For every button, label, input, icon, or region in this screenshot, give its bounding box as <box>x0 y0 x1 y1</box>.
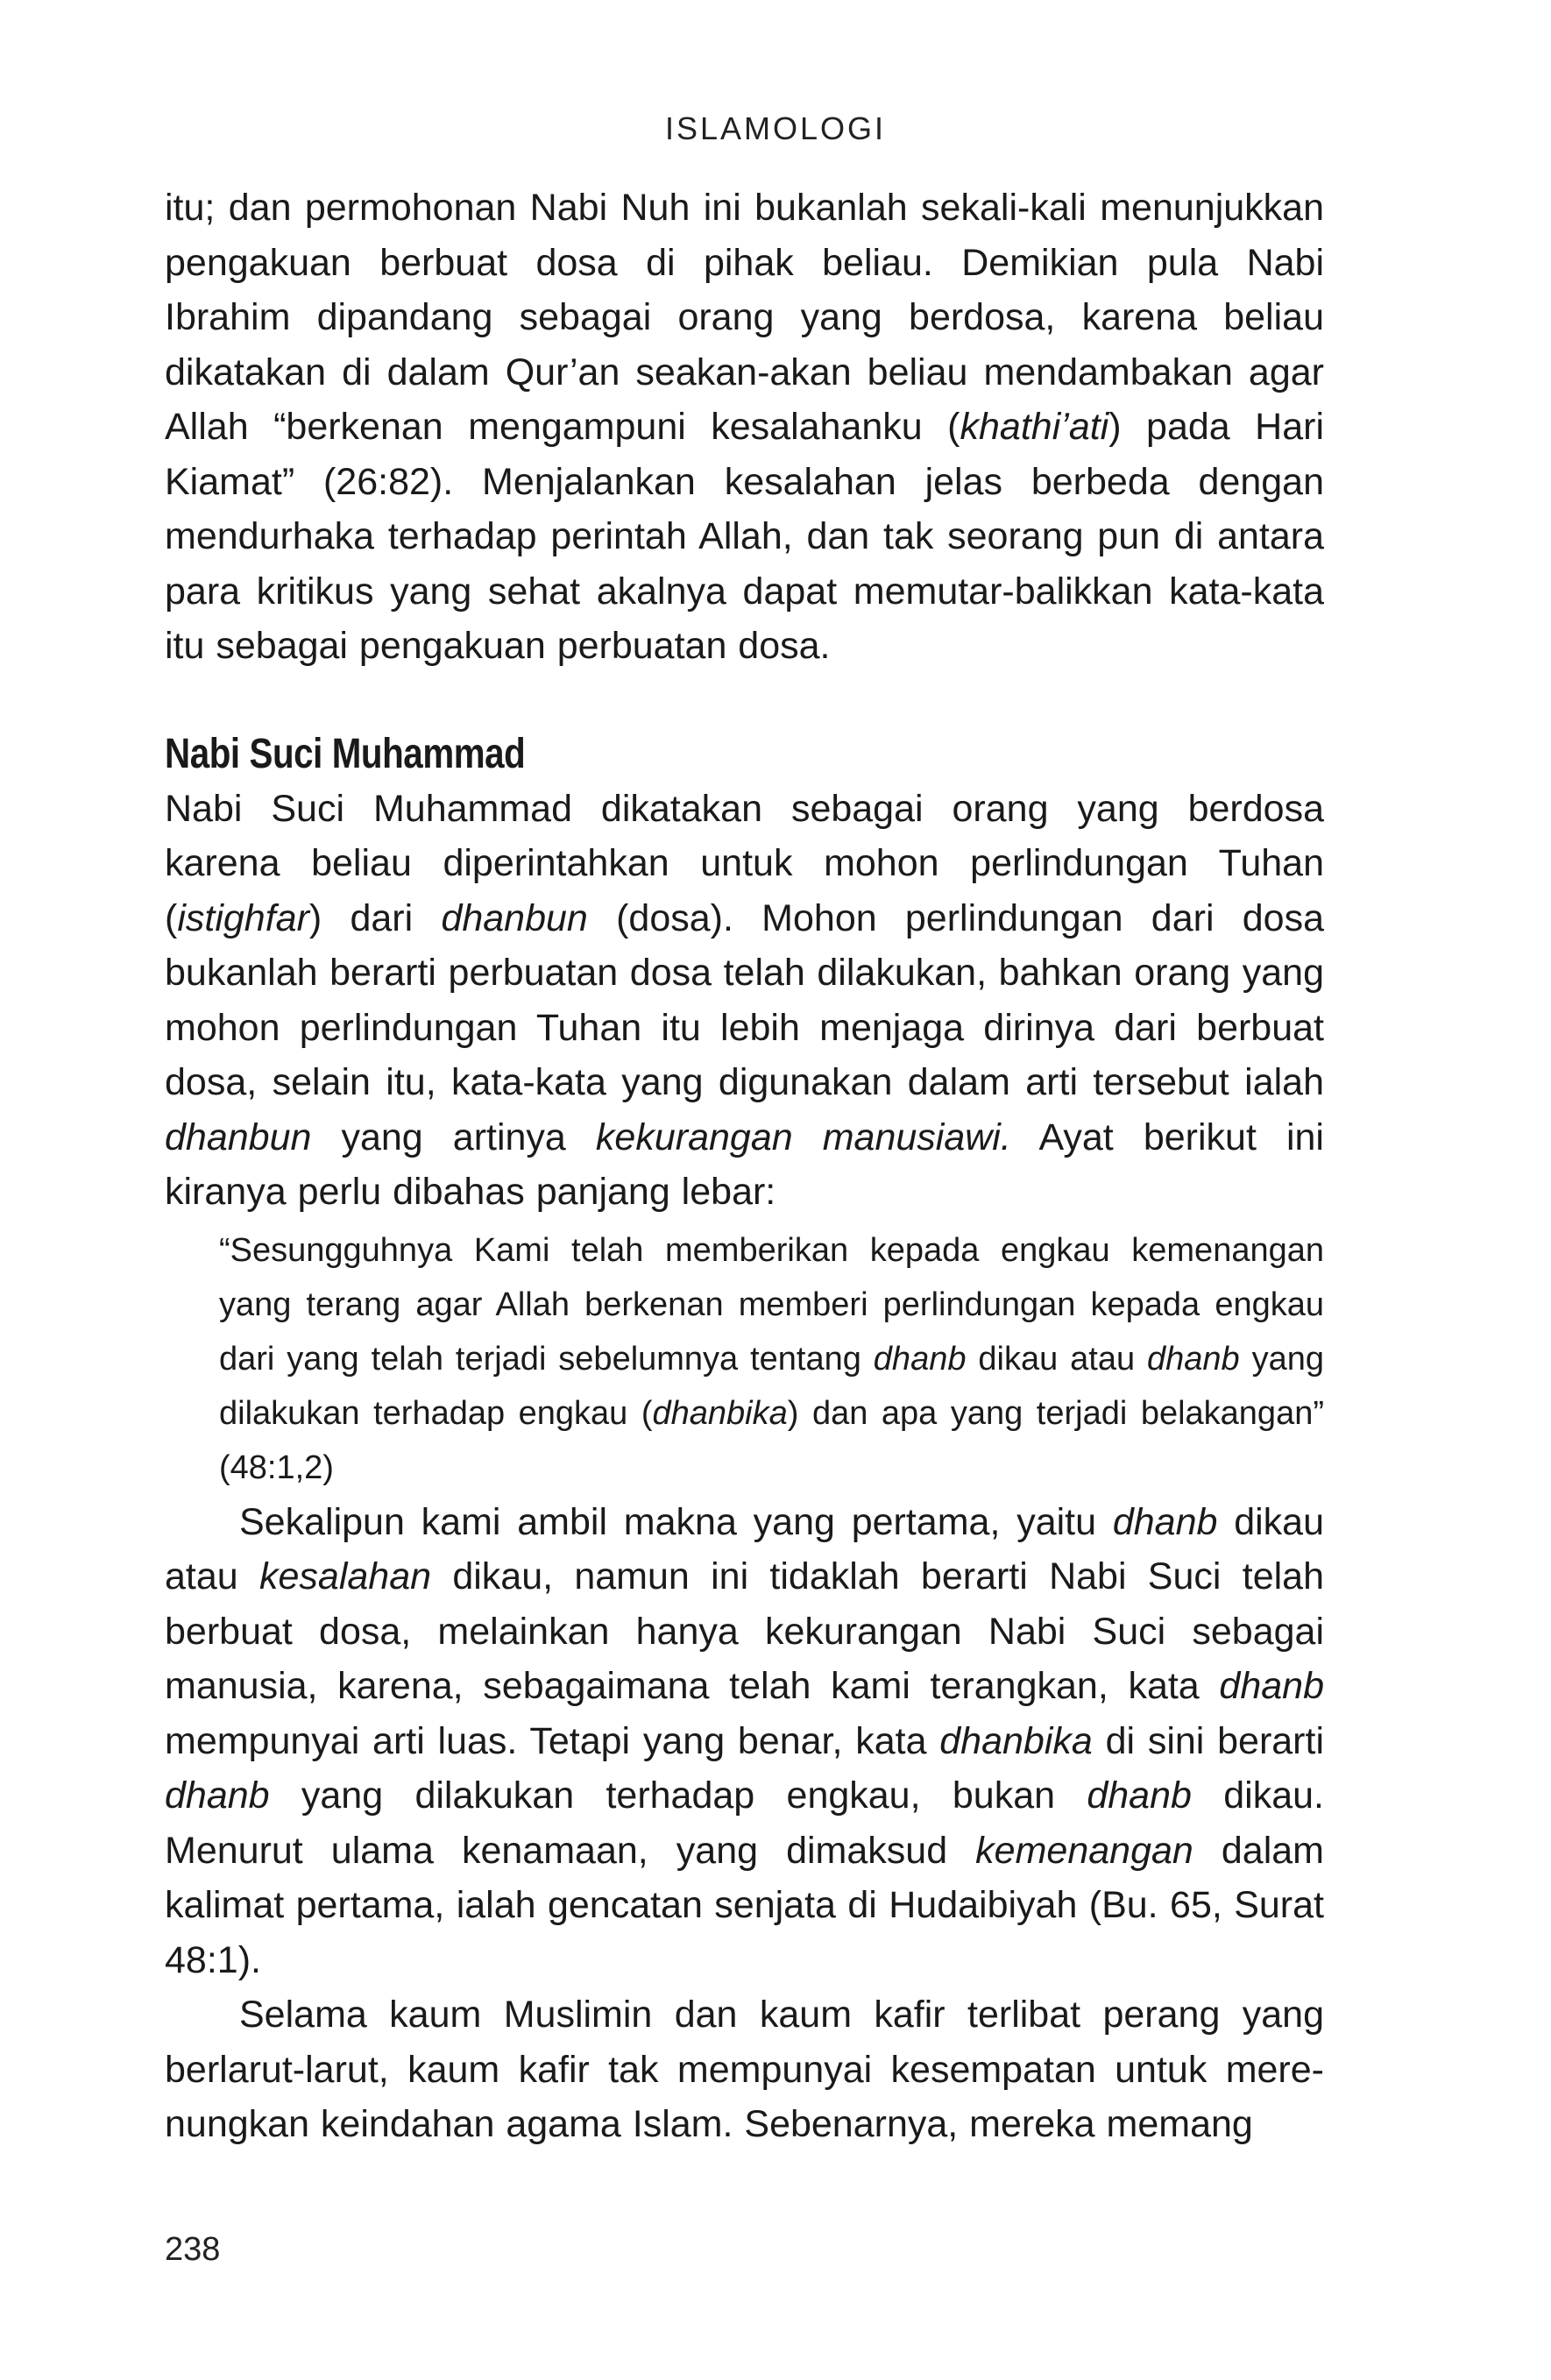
page-content <box>165 181 1324 2152</box>
italic-term: kesalahan <box>258 1555 432 1597</box>
italic-term: dhanb <box>1147 1340 1240 1378</box>
paragraph-1: itu; dan permohonan Nabi Nuh ini bukanlah sekali-kali menunjukkan pengakuan berbuat dosa di pihak beliau. Demikian pula Nabi Ibrahim dipandang sebagai orang yang berdosa, karena beliau dikatakan di dalam Qur’an seakan-akan beliau mendambakan agar Allah “berkenan mengampuni kesalahanku (khathi’ati) pada Hari Kiamat” (26:82). Menjalankan kesalahan jelas berbeda dengan mendurhaka terhadap perintah Allah, dan tak seorang pun di antara para kritikus yang sehat akalnya dapat memutar-balikkan kata-kata itu sebagai pengakuan perbuatan dosa. <box>165 187 1324 667</box>
italic-term: dhanbun <box>165 1116 312 1158</box>
paragraph-2: Nabi Suci Muhammad dikatakan sebagai orang yang berdosa karena beliau diperintahkan untuk mohon perlindungan Tuhan (istighfar) dari dhanbun (dosa). Mohon perlindungan dari dosa bukanlah berarti perbuatan dosa telah dilakukan, bahkan orang yang mohon perlindungan Tuhan itu lebih menjaga dirinya dari berbuat dosa, selain itu, kata-kata yang digunakan dalam arti tersebut ialah dhanbun yang artinya kekurangan manusiawi. Ayat berikut ini kiranya perlu dibahas panjang lebar: <box>165 787 1324 1213</box>
italic-term: dhanbun <box>441 896 588 939</box>
paragraph-4: Selama kaum Muslimin dan kaum kafir terlibat perang yang berlarut-larut, kaum kafir tak mempunyai kesempatan untuk merenungkan keindahan agama Islam. Sebenarnya, mereka memang <box>165 1994 1324 2145</box>
italic-term: khathi’ati <box>960 406 1109 448</box>
italic-term: kekurangan manusiawi. <box>595 1116 1011 1158</box>
block-quote: “Sesungguhnya Kami telah memberikan kepada engkau kemenangan yang terang agar Allah berkenan memberi perlindungan kepada engkau dari yang telah terjadi sebelumnya tentang dhanb dikau atau dhanb yang dilakukan terhadap engkau (dhanbika) dan apa yang terjadi belakangan” (48:1,2) <box>219 1231 1324 1486</box>
italic-term: istighfar <box>177 896 309 939</box>
italic-term: dhanbika <box>652 1394 788 1432</box>
running-head: ISLAMOLOGI <box>664 110 887 146</box>
section-heading: Nabi Suci Muhammad <box>165 730 526 777</box>
italic-term: dhanb <box>1219 1665 1324 1707</box>
italic-term: kemenangan <box>975 1829 1193 1872</box>
page-number: 238 <box>165 2231 221 2268</box>
italic-term: dhanb <box>873 1340 967 1378</box>
paragraph-3: Sekalipun kami ambil makna yang pertama, yaitu dhanb dikau atau kesalahan dikau, namun ini tidaklah berarti Nabi Suci telah berbuat dosa, melainkan hanya kekurangan Nabi Suci sebagai manusia, karena, sebagaimana telah kami terangkan, kata dhanb mempunyai arti luas. Tetapi yang benar, kata dhanbika di sini berarti dhanb yang dilakukan terhadap engkau, bukan dhanb dikau. Menurut ulama kenamaan, yang dimaksud kemenangan dalam kalimat pertama, ialah gencatan senjata di Hudaibiyah (Bu. 65, Surat 48:1). <box>165 1500 1325 1981</box>
italic-term: dhanb <box>1112 1500 1218 1543</box>
italic-term: dhanbika <box>939 1719 1093 1762</box>
italic-term: dhanb <box>1087 1774 1192 1817</box>
italic-term: dhanb <box>165 1774 270 1817</box>
